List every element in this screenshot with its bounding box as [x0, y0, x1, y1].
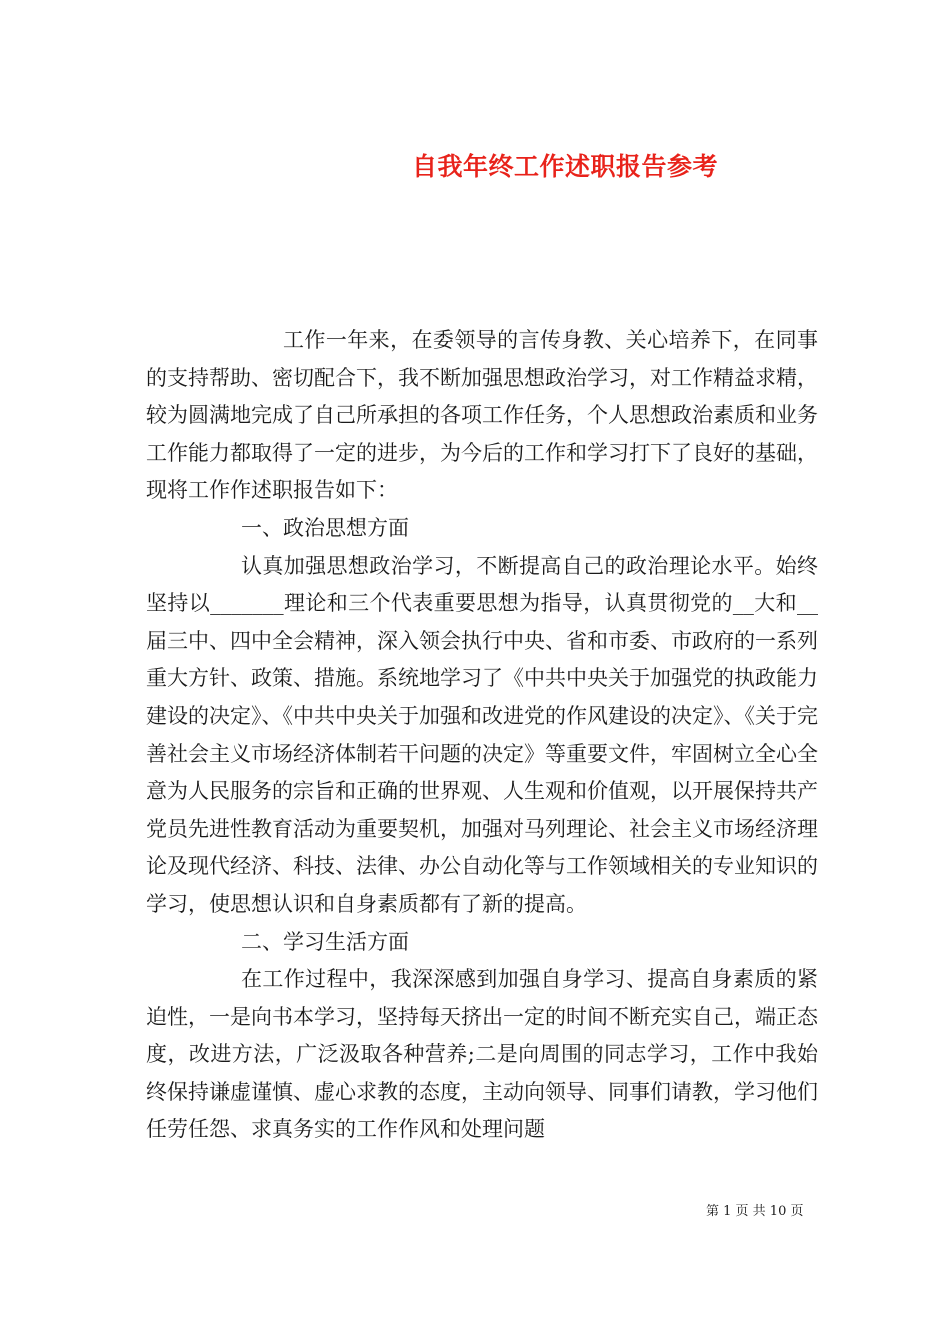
page-number-footer: 第 1 页 共 10 页 [706, 1204, 804, 1219]
paragraph-study: 在工作过程中，我深深感到加强自身学习、提高自身素质的紧迫性，一是向书本学习，坚持每天挤出一定的时间不断充实自己，端正态度，改进方法，广泛汲取各种营养;二是向周围的同志学习，工作中我始终保持谦虚谨慎、虚心求教的态度，主动向领导、同事们请教，学习他们任劳任怨、求真务实的工作作风和处理问题 [146, 967, 818, 1142]
paragraph-politics: 认真加强思想政治学习，不断提高自己的政治理论水平。始终坚持以_______理论和三个代表重要思想为指导，认真贯彻党的__大和__届三中、四中全会精神，深入领会执行中央、省和市委、市政府的一系列重大方针、政策、措施。系统地学习了《中共中央关于加强党的执政能力建设的决定》、《中共中央关于加强和改进党的作风建设的决定》、《关于完善社会主义市场经济体制若干问题的决定》等重要文件，牢固树立全心全意为人民服务的宗旨和正确的世界观、人生观和价值观，以开展保持共产党员先进性教育活动为重要契机，加强对马列理论、社会主义市场经济理论及现代经济、科技、法律、办公自动化等与工作领域相关的专业知识的学习，使思想认识和自身素质都有了新的提高。 [146, 553, 818, 916]
paragraph-intro: 工作一年来，在委领导的言传身教、关心培养下，在同事的支持帮助、密切配合下，我不断加强思想政治学习，对工作精益求精，较为圆满地完成了自己所承担的各项工作任务，个人思想政治素质和业务工作能力都取得了一定的进步，为今后的工作和学习打下了良好的基础，现将工作作述职报告如下： [146, 328, 818, 503]
document-title: 自我年终工作述职报告参考 [411, 151, 718, 181]
section-heading-study: 二、学习生活方面 [241, 929, 409, 954]
section-heading-politics: 一、政治思想方面 [241, 515, 409, 540]
document-body [146, 322, 818, 1149]
